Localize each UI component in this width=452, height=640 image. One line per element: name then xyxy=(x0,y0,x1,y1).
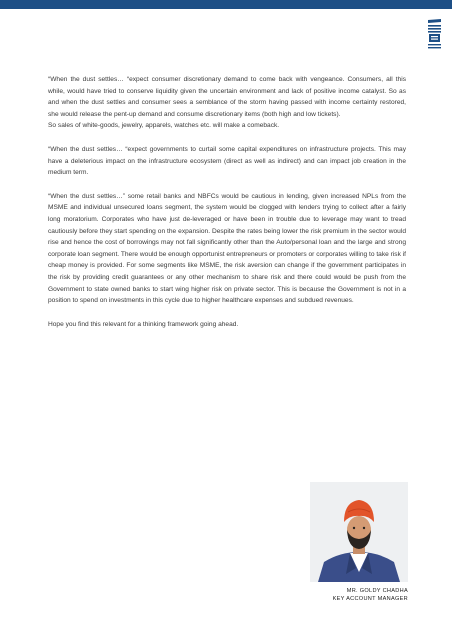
header-bar xyxy=(0,0,452,9)
article-body xyxy=(48,74,406,342)
paragraph-government: “When the dust settles… “expect governments to curtail some capital expenditures on infrastructure projects. This may have a deleterious impact on the infrastructure ecosystem (direct as well as indirect) and can impact job creation in the medium term. xyxy=(48,145,406,177)
author-name: MR. GOLDY CHADHA xyxy=(346,588,408,594)
paragraph-consumer: “When the dust settles… “expect consumer discretionary demand to come back with vengeance. Consumers, all this while, would have tried to conserve liquidity given the uncertain environment and lack of positive income catalyst. So as and when the dust settles and consumer sees a semblance of the storm having passed with income certainty restored, she would release the pent-up demand and consume discretionary items (both high and low tickets). xyxy=(48,76,406,118)
paragraph-closing: Hope you find this relevant for a thinking framework going ahead. xyxy=(48,320,239,328)
signature-block xyxy=(300,587,408,604)
paragraph-banking: “When the dust settles…” some retail banks and NBFCs would be cautious in lending, given increased NPLs from the MSME and individual unsecured loans segment, the system would be clogged with lenders trying to collect after a fairly long moratorium. Corporates who have just de-leveraged or have been in trouble due to leverage may want to tread cautiously before they start spending on the expansion. Despite the rates being lower the risk premium in the sector would rise and hence the cost of borrowings may not fall significantly other than the Auto/personal loan and the large and strong corporate loan segment. There would be enough opportunist entrepreneurs or promoters or corporates willing to take risk if cheap money is provided. For some segments like MSME, the risk aversion can change if the government participates in the risk by providing credit guarantees or any other mechanism to share risk and there could would be push from the Government to state owned banks to start wing higher risk on private sector. This is because the Government is not in a position to spend on investments in this cycle due to higher healthcare expenses and subdued revenues. xyxy=(48,192,406,305)
author-title: KEY ACCOUNT MANAGER xyxy=(332,596,408,603)
paragraph-consumer-sales: So sales of white-goods, jewelry, apparels, watches etc. will make a comeback. xyxy=(48,122,280,130)
company-logo-icon xyxy=(426,17,443,51)
author-photo xyxy=(310,482,408,582)
